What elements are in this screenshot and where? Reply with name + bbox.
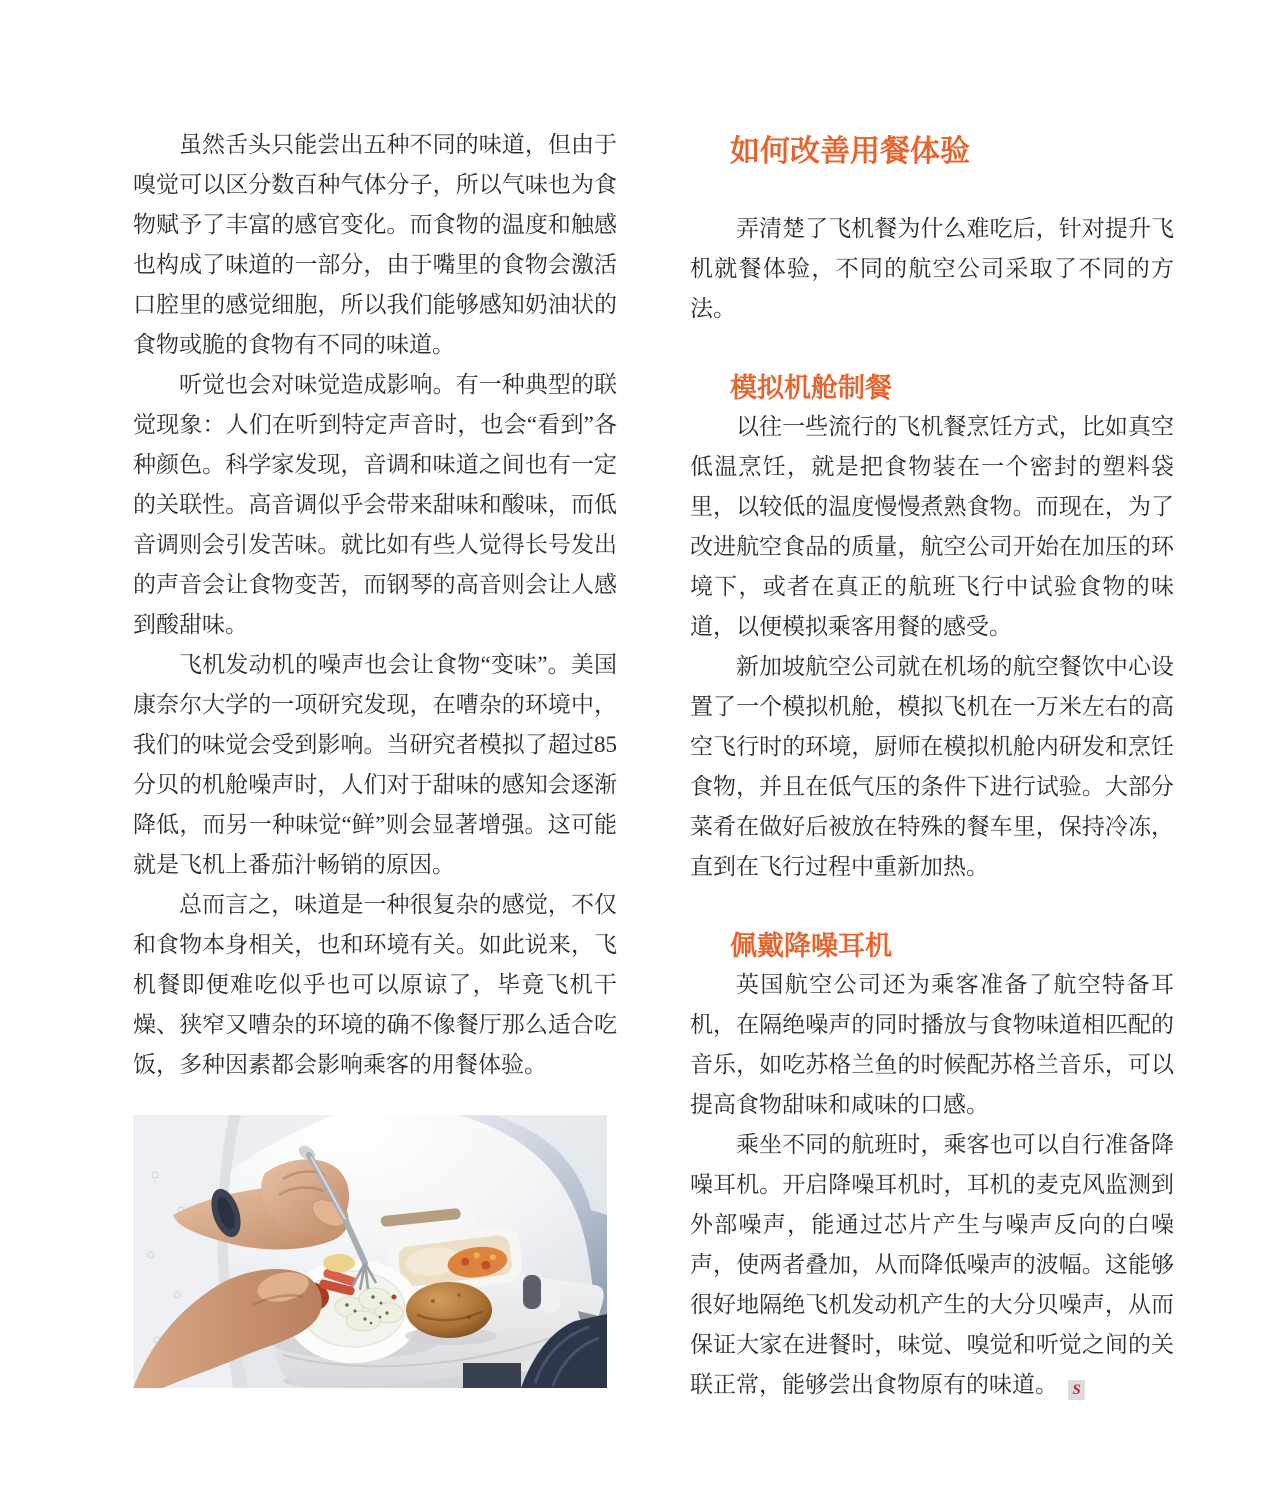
end-of-article-mark: S (1068, 1380, 1085, 1400)
subheading-simulated-cabin: 模拟机舱制餐 (730, 373, 892, 403)
paragraph-sous-vide: 以往一些流行的飞机餐烹饪方式，比如真空低温烹饪，就是把食物装在一个密封的塑料袋里，以较低的温度慢慢煮熟食物。而现在，为了改进航空食品的质量，航空公司开始在加压的环境下，或者在真正的航班飞行中试验食物的味道，以便模拟乘客用餐的感受。 (690, 414, 1174, 639)
paragraph-singapore-airlines: 新加坡航空公司就在机场的航空餐饮中心设置了一个模拟机舱，模拟飞机在一万米左右的高空飞行时的环境，厨师在模拟机舱内研发和烹饪食物，并且在低气压的条件下进行试验。大部分菜肴在做好后被放在特殊的餐车里，保持冷冻，直到在飞行过程中重新加热。 (690, 654, 1174, 879)
section-heading: 如何改善用餐体验 (730, 135, 970, 168)
airplane-meal-photo (133, 1115, 607, 1388)
left-column (133, 125, 617, 1388)
bread-roll (406, 1282, 492, 1338)
subheading-noise-cancelling: 佩戴降噪耳机 (730, 931, 892, 961)
paragraph-taste-senses: 虽然舌头只能尝出五种不同的味道，但由于嗅觉可以区分数百种气体分子，所以气味也为食物赋予了丰富的感官变化。而食物的温度和触感也构成了味道的一部分，由于嘴里的食物会激活口腔里的感觉细胞，所以我们能够感知奶油状的食物或脆的食物有不同的味道。 (133, 132, 617, 357)
tray-pedestal (463, 1363, 521, 1388)
pepper-fleck (392, 1295, 397, 1300)
paragraph-engine-noise: 飞机发动机的噪声也会让食物“变味”。美国康奈尔大学的一项研究发现，在嘈杂的环境中，我们的味觉会受到影响。当研究者模拟了超过85分贝的机舱噪声时，人们对于甜味的感知会逐渐降低，而另一种味觉“鲜”则会显著增强。这可能就是飞机上番茄汁畅销的原因。 (133, 652, 617, 877)
lemon-wedge (323, 1254, 355, 1272)
paragraph-text: 乘坐不同的航班时，乘客也可以自行准备降噪耳机。开启降噪耳机时，耳机的麦克风监测到外部噪声，能通过芯片产生与噪声反向的白噪声，使两者叠加，从而降低噪声的波幅。这能够很好地隔绝飞机发动机产生的大分贝噪声，从而保证大家在进餐时，味觉、嗅觉和听觉之间的关联正常，能够尝出食物原有的味道。 (690, 1132, 1174, 1397)
paragraph-hearing-taste: 听觉也会对味觉造成影响。有一种典型的联觉现象：人们在听到特定声音时，也会“看到”各种颜色。科学家发现，音调和味道之间也有一定的关联性。高音调似乎会带来甜味和酸味，而低音调则会引发苦味。就比如有些人觉得长号发出的声音会让食物变苦，而钢琴的高音则会让人感到酸甜味。 (133, 372, 617, 637)
airplane-meal-illustration (133, 1115, 607, 1388)
right-column (690, 125, 1174, 1405)
tray-knob-light (541, 1283, 560, 1313)
tray-knob-dark (523, 1275, 541, 1309)
paragraph-anc-headphones (690, 1125, 1174, 1405)
paragraph-british-airways: 英国航空公司还为乘客准备了航空特备耳机，在隔绝噪声的同时播放与食物味道相匹配的音乐，如吃苏格兰鱼的时候配苏格兰音乐，可以提高食物甜味和咸味的口感。 (690, 972, 1174, 1117)
paragraph-intro: 弄清楚了飞机餐为什么难吃后，针对提升飞机就餐体验，不同的航空公司采取了不同的方法。 (690, 216, 1174, 321)
paragraph-conclusion: 总而言之，味道是一种很复杂的感觉，不仅和食物本身相关，也和环境有关。如此说来，飞机餐即便难吃似乎也可以原谅了，毕竟飞机干燥、狭窄又嘈杂的环境的确不像餐厅那么适合吃饭，多种因素都会影响乘客的用餐体验。 (133, 892, 617, 1077)
